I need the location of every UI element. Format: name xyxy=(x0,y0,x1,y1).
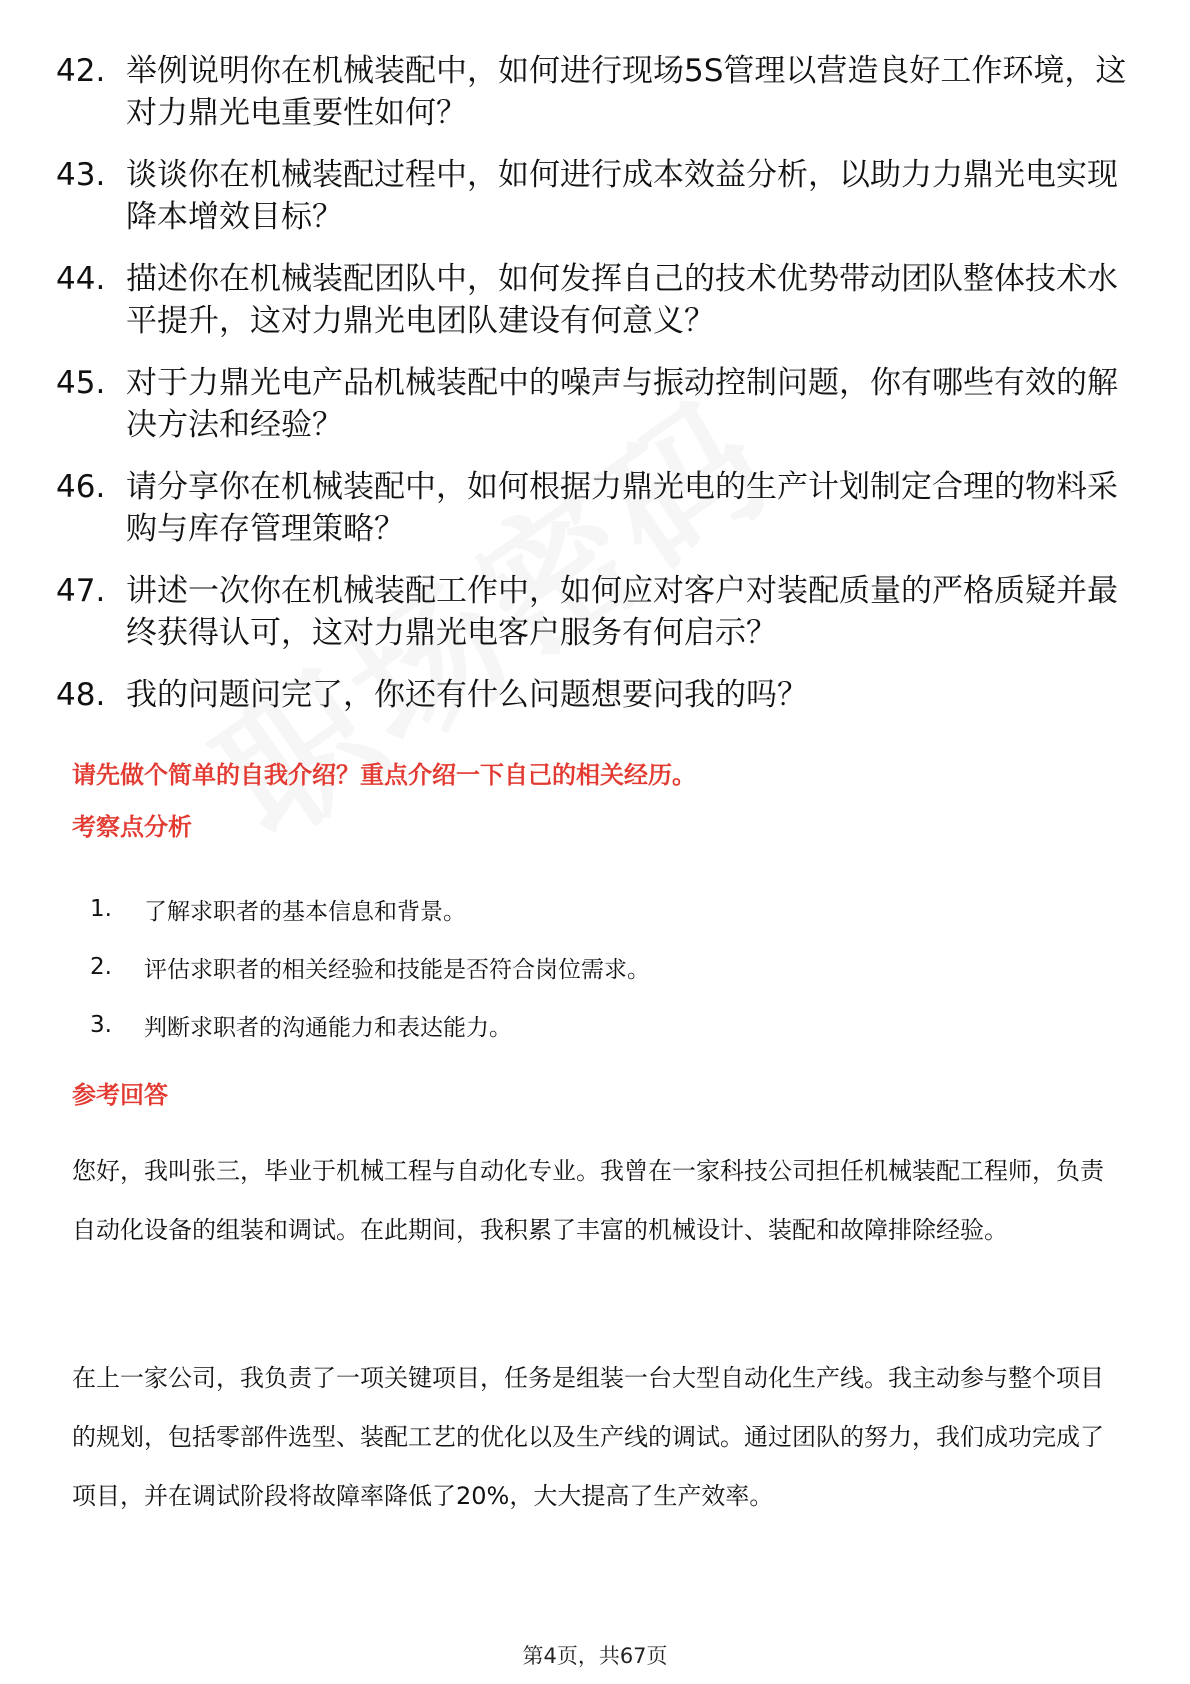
question-item xyxy=(56,362,1136,446)
question-text: 请分享你在机械装配中，如何根据力鼎光电的生产计划制定合理的物料采购与库存管理策略？ xyxy=(126,469,1118,547)
analysis-title: 考察点分析 xyxy=(72,813,192,841)
list-item xyxy=(72,880,1112,938)
list-item-text: 评估求职者的相关经验和技能是否符合岗位需求。 xyxy=(144,956,650,983)
highlight-question: 请先做个简单的自我介绍？重点介绍一下自己的相关经历。 xyxy=(72,761,696,789)
question-text: 描述你在机械装配团队中，如何发挥自己的技术优势带动团队整体技术水平提升，这对力鼎光电团队建设有何意义？ xyxy=(126,261,1118,339)
question-number: 44. xyxy=(56,261,106,297)
list-item-number: 2. xyxy=(90,954,112,980)
answer-paragraph: 您好，我叫张三，毕业于机械工程与自动化专业。我曾在一家科技公司担任机械装配工程师，负责自动化设备的组装和调试。在此期间，我积累了丰富的机械设计、装配和故障排除经验。 xyxy=(72,1157,1104,1244)
question-text: 讲述一次你在机械装配工作中，如何应对客户对装配质量的严格质疑并最终获得认可，这对力鼎光电客户服务有何启示？ xyxy=(126,573,1118,651)
answer-title: 参考回答 xyxy=(72,1081,168,1109)
list-item-text: 了解求职者的基本信息和背景。 xyxy=(144,898,466,925)
question-text: 对于力鼎光电产品机械装配中的噪声与振动控制问题，你有哪些有效的解决方法和经验？ xyxy=(126,365,1118,443)
analysis-list xyxy=(72,880,1112,1054)
answer-paragraph: 在上一家公司，我负责了一项关键项目，任务是组装一台大型自动化生产线。我主动参与整个项目的规划，包括零部件选型、装配工艺的优化以及生产线的调试。通过团队的努力，我们成功完成了项目，并在调试阶段将故障率降低了20%，大大提高了生产效率。 xyxy=(72,1364,1104,1510)
question-item xyxy=(56,570,1136,654)
question-item xyxy=(56,258,1136,342)
question-text: 举例说明你在机械装配中，如何进行现场5S管理以营造良好工作环境，这对力鼎光电重要性如何？ xyxy=(126,53,1127,131)
list-item xyxy=(72,938,1112,996)
question-item xyxy=(56,466,1136,550)
list-item-number: 3. xyxy=(90,1012,112,1038)
question-list xyxy=(56,50,1136,736)
list-item-text: 判断求职者的沟通能力和表达能力。 xyxy=(144,1014,512,1041)
question-item xyxy=(56,50,1136,134)
question-number: 47. xyxy=(56,573,106,609)
list-item xyxy=(72,996,1112,1054)
question-number: 48. xyxy=(56,677,106,713)
question-number: 43. xyxy=(56,157,106,193)
list-item-number: 1. xyxy=(90,896,112,922)
question-number: 42. xyxy=(56,53,106,89)
page-footer: 第4页，共67页 xyxy=(522,1644,668,1668)
question-text: 谈谈你在机械装配过程中，如何进行成本效益分析，以助力力鼎光电实现降本增效目标？ xyxy=(126,157,1118,235)
question-number: 45. xyxy=(56,365,106,401)
question-number: 46. xyxy=(56,469,106,505)
question-text: 我的问题问完了，你还有什么问题想要问我的吗？ xyxy=(126,677,808,713)
question-item xyxy=(56,154,1136,238)
question-item xyxy=(56,674,1136,716)
